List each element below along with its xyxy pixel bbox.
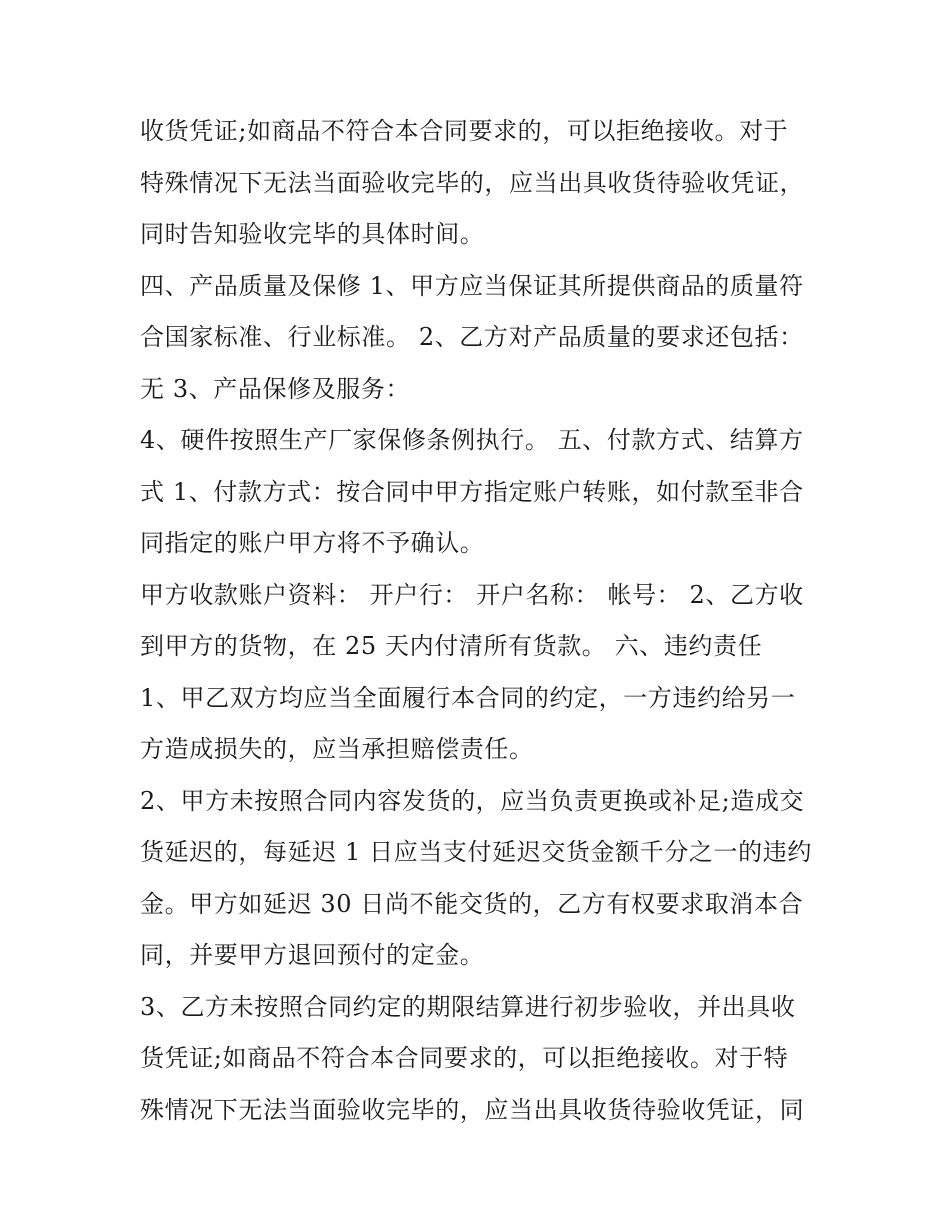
text-line: 到甲方的货物，在 25 天内付清所有货款。 六、违约责任 (140, 632, 763, 660)
text-line: 货延迟的，每延迟 1 日应当支付延迟交货金额千分之一的违约 (140, 838, 812, 866)
text-line: 1、甲乙双方均应当全面履行本合同的约定，一方违约给另一 (140, 683, 796, 712)
text-line: 甲方收款账户资料： 开户行： 开户名称： 帐号： 2、乙方收 (140, 580, 804, 609)
text-line: 四、产品质量及保修 1、甲方应当保证其所提供商品的质量符 (140, 271, 804, 300)
text-line: 同，并要甲方退回预付的定金。 (140, 941, 485, 969)
text-line: 2、甲方未按照合同内容发货的，应当负责更换或补足;造成交 (140, 786, 805, 815)
text-line: 特殊情况下无法当面验收完毕的，应当出具收货待验收凭证， (140, 168, 805, 197)
text-line: 殊情况下无法当面验收完毕的，应当出具收货待验收凭证，同 (140, 1095, 805, 1124)
text-line: 4、硬件按照生产厂家保修条例执行。 五、付款方式、结算方 (140, 426, 804, 454)
text-line: 收货凭证;如商品不符合本合同要求的，可以拒绝接收。对于 (140, 117, 789, 145)
text-line: 3、乙方未按照合同约定的期限结算进行初步验收，并出具收 (140, 992, 796, 1021)
text-line: 金。甲方如延迟 30 日尚不能交货的，乙方有权要求取消本合 (140, 889, 804, 918)
document-body (140, 106, 820, 1136)
text-line: 式 1、付款方式：按合同中甲方指定账户转账，如付款至非合 (140, 477, 804, 506)
text-line: 无 3、产品保修及服务： (140, 374, 411, 403)
text-line: 方造成损失的，应当承担赔偿责任。 (140, 735, 534, 763)
text-line: 同指定的账户甲方将不予确认。 (140, 529, 485, 557)
text-line: 货凭证;如商品不符合本合同要求的，可以拒绝接收。对于特 (140, 1044, 789, 1072)
text-line: 同时告知验收完毕的具体时间。 (140, 220, 485, 248)
text-line: 合国家标准、行业标准。 2、乙方对产品质量的要求还包括： (140, 323, 804, 351)
